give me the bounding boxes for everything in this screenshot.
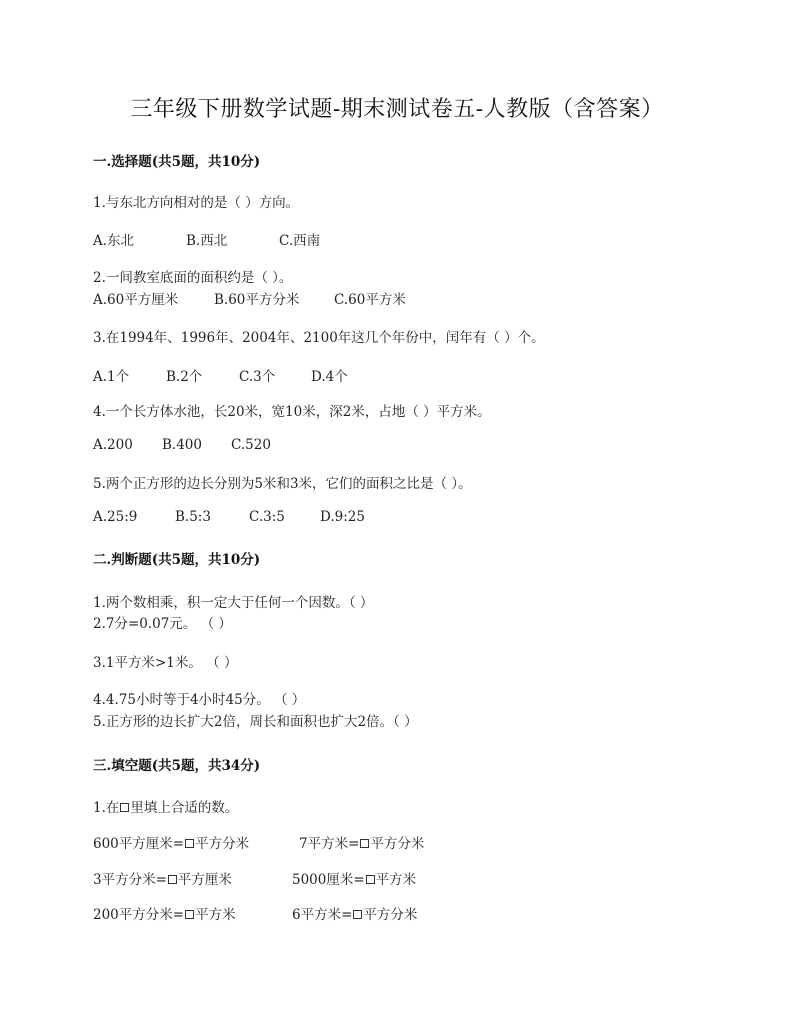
fill-text: 平方分米 (363, 907, 418, 923)
question-options (93, 365, 348, 385)
fill-item (93, 868, 292, 888)
option: A.东北 (93, 233, 135, 249)
option: B.2个 (166, 369, 203, 385)
answer-box (185, 910, 194, 919)
fill-text: 600平方厘米= (93, 836, 185, 852)
answer-box (120, 803, 129, 812)
option: C.520 (231, 437, 271, 453)
fill-row (93, 903, 417, 923)
section-heading-choice: 一.选择题(共5题，共10分) (93, 154, 261, 170)
question-options (93, 229, 320, 249)
question-text-start: 1.在 (93, 800, 120, 816)
fill-row (93, 832, 424, 852)
answer-box (366, 875, 375, 884)
fill-text: 6平方米= (292, 907, 353, 923)
fill-text: 7平方米= (299, 836, 360, 852)
answer-box (353, 910, 362, 919)
option: A.1个 (93, 369, 130, 385)
question-text: 1.两个数相乘，积一定大于任何一个因数。（ ） (93, 595, 374, 611)
question-options (93, 437, 271, 453)
option: D.4个 (311, 369, 348, 385)
question-text: 3.在1994年、1996年、2004年、2100年这几个年份中，闰年有（ ）个。 (93, 330, 545, 346)
fill-text: 平方分米 (195, 836, 250, 852)
section-heading-fill: 三.填空题(共5题，共34分) (93, 758, 261, 774)
fill-text: 平方米 (375, 872, 417, 888)
question-options (93, 509, 365, 525)
question-text (93, 796, 238, 816)
question-options (93, 288, 406, 308)
option: B.5:3 (175, 509, 211, 525)
option: C.西南 (279, 233, 321, 249)
option: A.60平方厘米 (93, 292, 179, 308)
question-text: 5.正方形的边长扩大2倍，周长和面积也扩大2倍。（ ） (93, 714, 418, 730)
option: C.3:5 (249, 509, 285, 525)
option: C.60平方米 (334, 292, 406, 308)
fill-text: 平方米 (195, 907, 236, 923)
question-text: 4.4.75小时等于4小时45分。 （ ） (93, 692, 306, 708)
answer-box (168, 875, 177, 884)
question-text: 2.7分=0.07元。 （ ） (93, 616, 232, 632)
option: B.60平方分米 (214, 292, 300, 308)
fill-text: 3平方分米= (93, 872, 167, 888)
answer-box (185, 839, 194, 848)
fill-text: 平方分米 (370, 836, 425, 852)
question-text-end: 里填上合适的数。 (130, 800, 239, 816)
option: A.25:9 (93, 509, 138, 525)
fill-item (93, 903, 292, 923)
fill-item (292, 903, 417, 923)
fill-text: 平方厘米 (177, 872, 232, 888)
option: C.3个 (239, 369, 276, 385)
fill-row (93, 868, 416, 888)
fill-item (292, 868, 416, 888)
question-text: 1.与东北方向相对的是（ ）方向。 (93, 195, 300, 211)
answer-box (360, 839, 369, 848)
option: A.200 (93, 437, 133, 453)
page-title: 三年级下册数学试题-期末测试卷五-人教版（含答案） (130, 97, 664, 122)
question-text: 5.两个正方形的边长分别为5米和3米，它们的面积之比是（ ）。 (93, 476, 472, 492)
option: B.400 (162, 437, 202, 453)
fill-text: 200平方分米= (93, 907, 185, 923)
question-text: 3.1平方米>1米。 （ ） (93, 655, 238, 671)
fill-text: 5000厘米= (292, 872, 365, 888)
fill-item (299, 832, 424, 852)
option: D.9:25 (320, 509, 365, 525)
fill-item (93, 832, 299, 852)
question-text: 2.一间教室底面的面积约是（ ）。 (93, 270, 293, 286)
option: B.西北 (186, 233, 228, 249)
question-text: 4.一个长方体水池，长20米，宽10米，深2米，占地（ ）平方米。 (93, 404, 491, 420)
section-heading-judge: 二.判断题(共5题，共10分) (93, 552, 261, 568)
